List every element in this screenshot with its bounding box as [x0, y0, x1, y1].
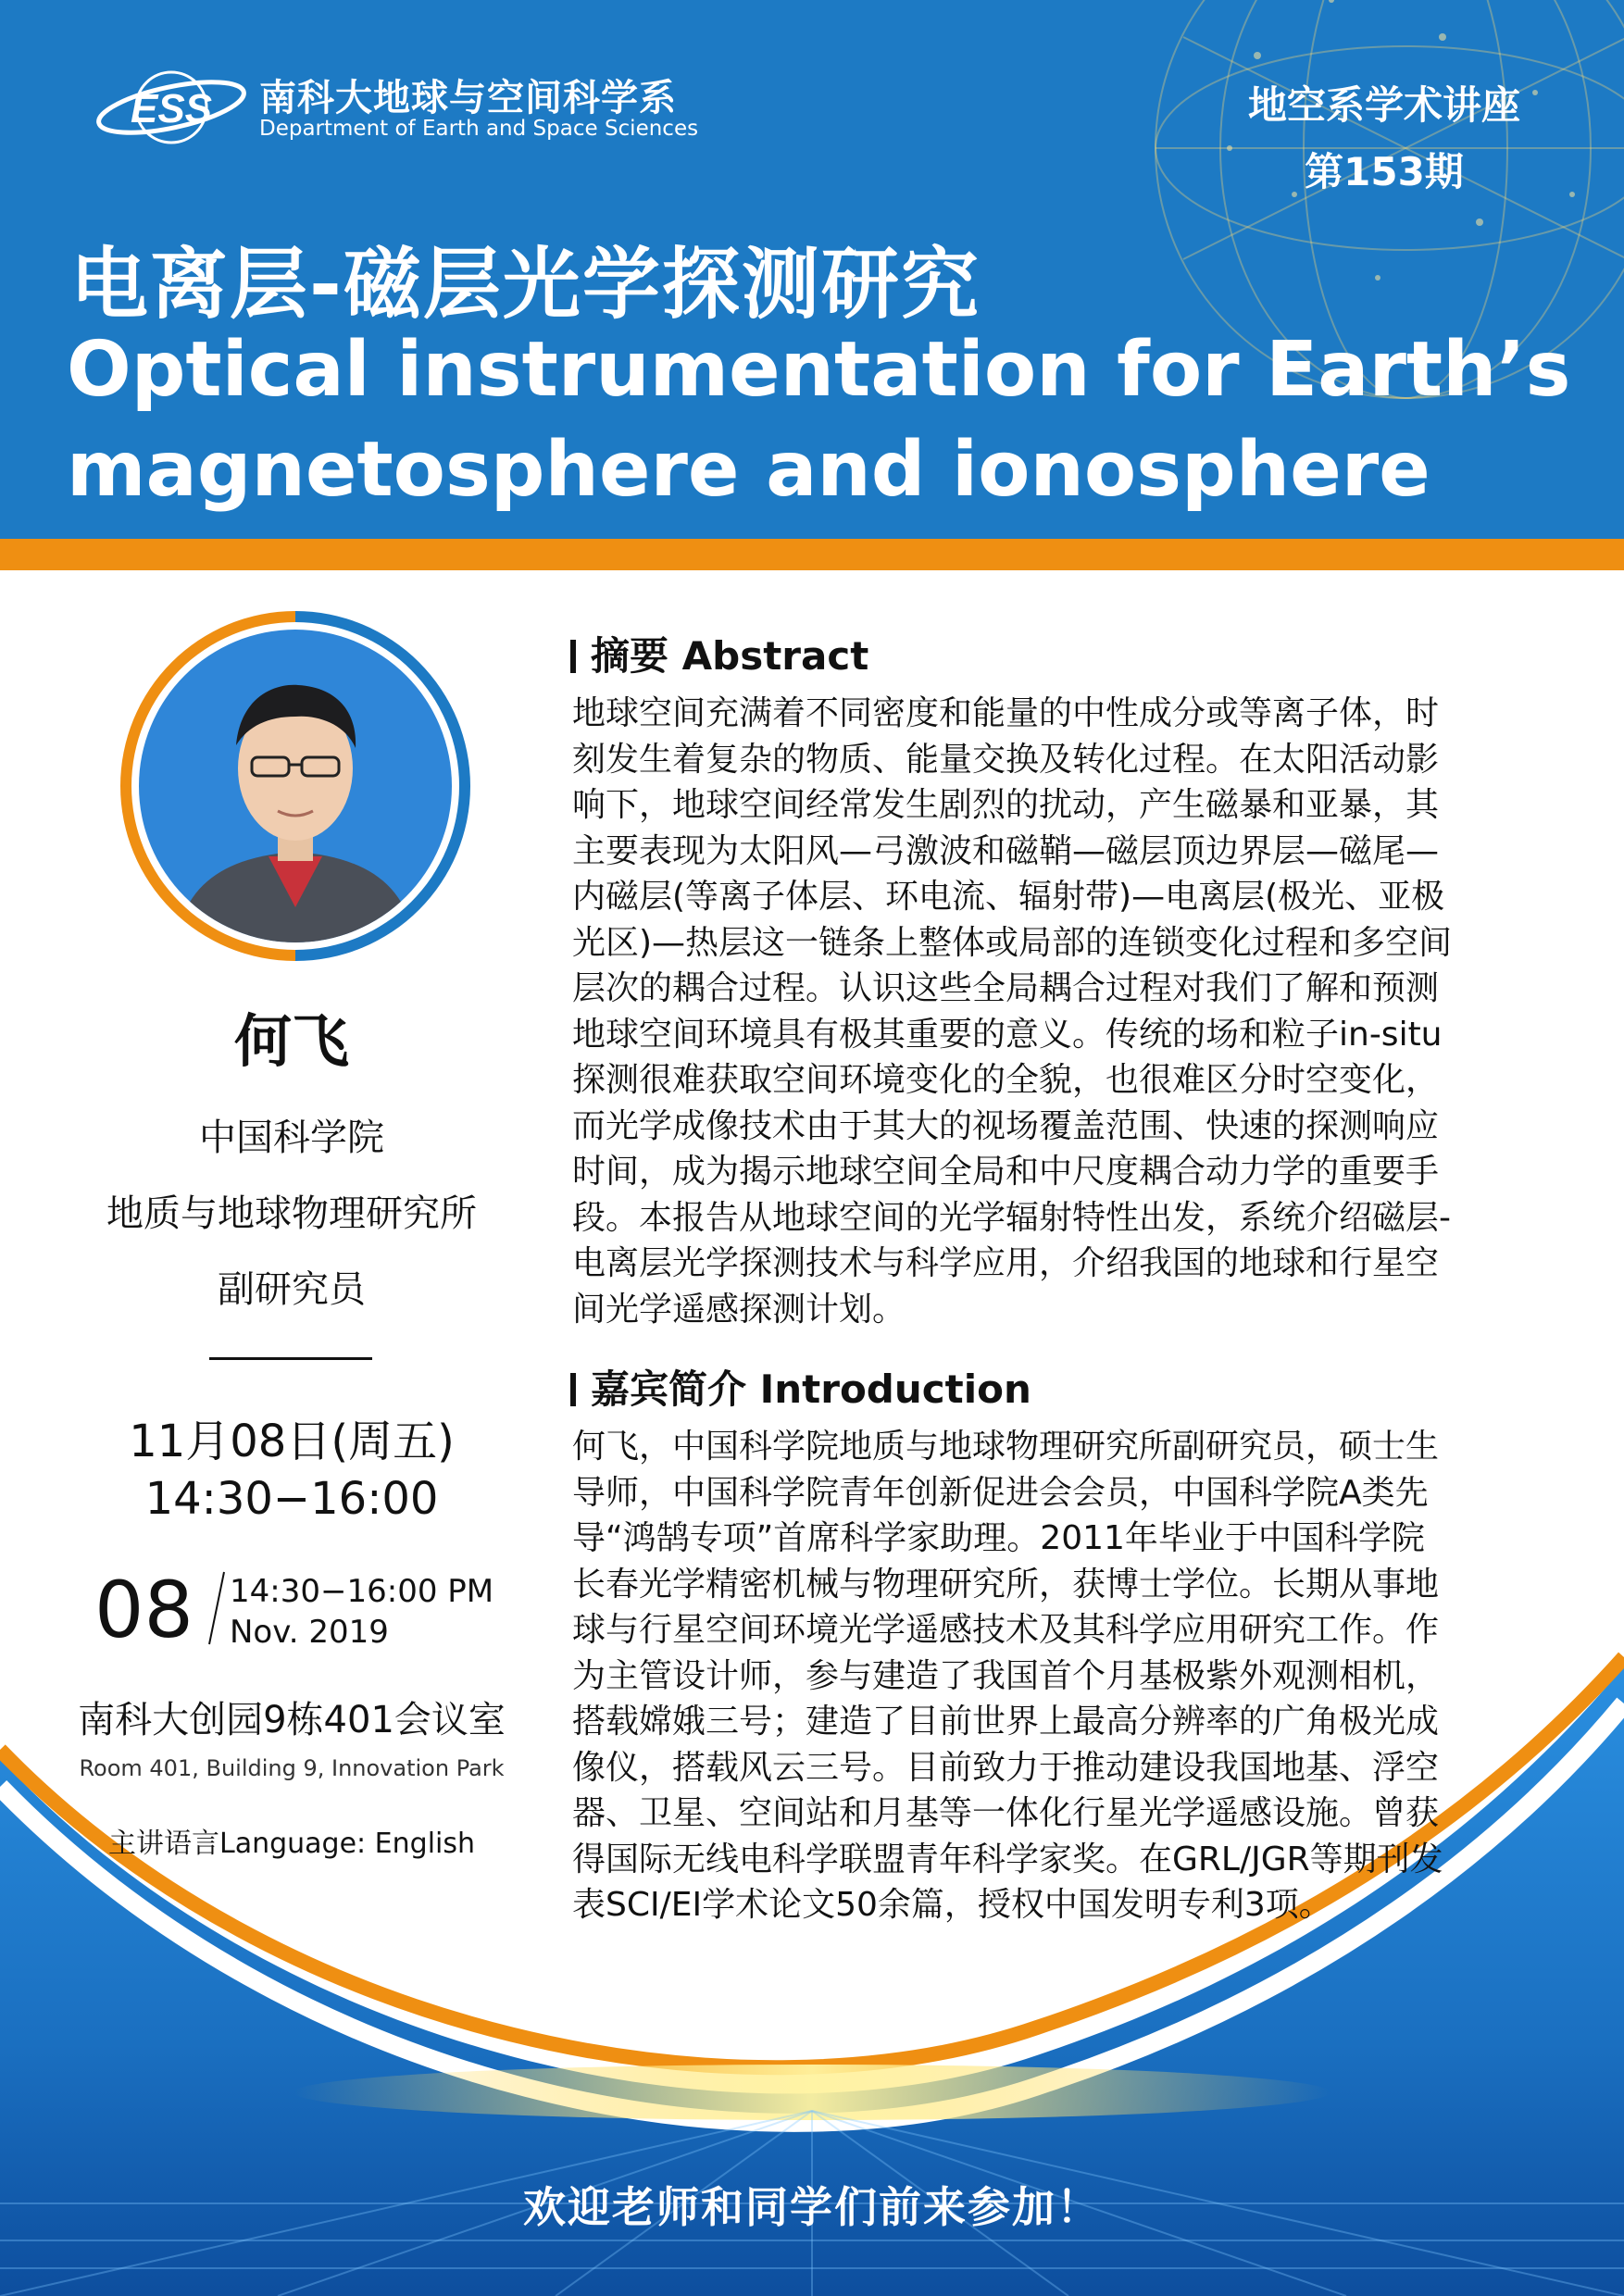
speaker-title: 副研究员 — [218, 1268, 366, 1311]
affiliation-line2: 地质与地球物理研究所 — [106, 1192, 477, 1235]
introduction-heading: 嘉宾简介 Introduction — [570, 1359, 1031, 1415]
date-cn: 11月08日(周五) — [129, 1416, 455, 1467]
department-logo — [93, 61, 250, 154]
speaker-photo — [139, 630, 452, 942]
time-en-block — [230, 1571, 493, 1653]
speaker-affiliation — [56, 1100, 528, 1328]
abstract-text: 地球空间充满着不同密度和能量的中性成分或等离子体，时 刻发生着复杂的物质、能量交换及转化过程。在太阳活动影 响下，地球空间经常发生剧烈的扰动，产生磁暴和亚暴，其 主要表现为太阳风—弓激波和磁鞘—磁层顶边界层—磁尾— 内磁层(等离子体层、环电流、辐射带)—电离层(极光、亚极 光区)—热层这一链条上整体或局部的连锁变化过程和多空间 层次的耦合过程。认识这些全局耦合过程对我们了解和预测 地球空间环境具有极其重要的意义。传统的场和粒子in-situ 探测很难获取空间环境变化的全貌，也很难区分时空变化， 而光学成像技术由于其大的视场覆盖范围、快速的探测响应 时间，成为揭示地球空间全局和中尺度耦合动力学的重要手 段。本报告从地球空间的光学辐射特性出发，系统介绍磁层- 电离层光学探测技术与科学应用，介绍我国的地球和行星空 间光学遥感探测计划。 — [572, 694, 1453, 1329]
talk-title-en — [67, 320, 1570, 520]
talk-title-en-line1: Optical instrumentation for Earth’s — [67, 326, 1571, 414]
department-name-cn: 南科大地球与空间科学系 — [259, 77, 677, 119]
issue-number: 第153期 — [1305, 149, 1464, 194]
header-divider-band — [0, 539, 1624, 570]
affiliation-line1: 中国科学院 — [199, 1117, 384, 1159]
talk-title-cn: 电离层-磁层光学探测研究 — [70, 239, 981, 330]
venue-en: Room 401, Building 9, Innovation Park — [79, 1755, 505, 1781]
header-banner — [0, 0, 1624, 539]
day-number: 08 — [94, 1565, 194, 1655]
introduction-text: 何飞，中国科学院地质与地球物理研究所副研究员，硕士生 导师，中国科学院青年创新促进会会员，中国科学院A类先 导“鸿鹄专项”首席科学家助理。2011年毕业于中国科学院 长春光学精密机械与物理研究所，获博士学位。长期从事地 球与行星空间环境光学遥感技术及其科学应用研究工作。作 为主管设计师，参与建造了我国首个月基极紫外观测相机， 搭载嫦娥三号；建造了目前世界上最高分辨率的广角极光成 像仪，搭载风云三号。目前致力于推动建设我国地基、浮空 器、卫星、空间站和月基等一体化行星光学遥感设施。曾获 得国际无线电科学联盟青年科学家奖。在GRL/JGR等期刊发 表SCI/EI学术论文50余篇，授权中国发明专利3项。 — [572, 1428, 1443, 1924]
speaker-name: 何飞 — [233, 1007, 349, 1075]
person-silhouette-icon — [139, 630, 452, 942]
series-name: 地空系学术讲座 — [1247, 82, 1520, 128]
department-name-en: Department of Earth and Space Sciences — [259, 117, 699, 141]
divider-line — [209, 1357, 372, 1360]
venue-cn: 南科大创园9栋401会议室 — [78, 1699, 506, 1741]
speaker-photo-frame — [120, 611, 470, 961]
time-cn: 14:30−16:00 — [144, 1473, 439, 1525]
time-en: 14:30−16:00 PM — [230, 1573, 494, 1610]
lecture-series — [1204, 72, 1565, 206]
month-year: Nov. 2019 — [230, 1614, 389, 1651]
date-time-cn — [56, 1413, 528, 1528]
abstract-heading: 摘要 Abstract — [570, 626, 868, 681]
svg-text:ESS: ESS — [130, 86, 213, 131]
talk-title-en-line2: magnetosphere and ionosphere — [67, 426, 1430, 514]
language-info: 主讲语言Language: English — [107, 1828, 476, 1860]
slash-divider — [206, 1570, 228, 1646]
welcome-footer: 欢迎老师和同学们前来参加！ — [523, 2182, 1101, 2232]
